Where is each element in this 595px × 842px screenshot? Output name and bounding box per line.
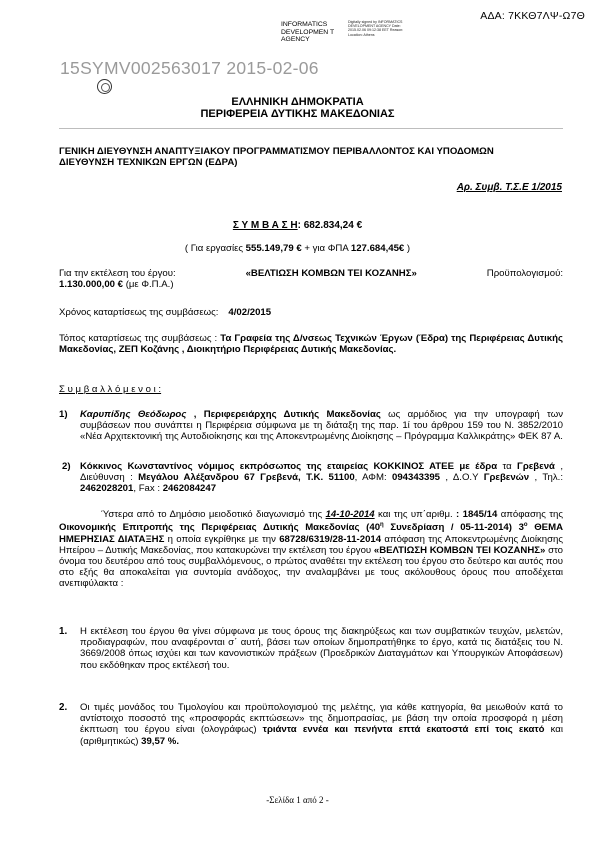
contract-title bbox=[0, 220, 595, 231]
intro-p4: η οποία εγκρίθηκε με την bbox=[164, 533, 280, 545]
breakdown-pre: ( Για εργασίες bbox=[184, 243, 246, 254]
discount-words: τριάντα εννέα και πενήντα επτά εκατοστά επί τοις εκατό bbox=[262, 724, 545, 736]
term-2-mid: και (αριθμητικώς) bbox=[80, 724, 563, 747]
party-2-doy: Γρεβενών bbox=[483, 472, 530, 484]
term-1: Η εκτέλεση του έργου θα γίνει σύμφωνα με τους όρους της διακηρύξεως και των συμβατικών τευχών, μελετών, προδιαγραφών, που αναφέρονται σ΄ αυτή, βάσει των οποίων δημοπρατήθηκε το έργο, κατά τις διατάξεις του Ν. 3669/2008 όπως ισχύει και των κανονιστικών πράξεων (Προεδρικών Διαταγμάτων και Υπουργικών Αποφάσεων) που εκδόθηκαν προς εκτέλεσή του. bbox=[80, 626, 563, 671]
signature-stamp-org: INFORMATICS DEVELOPMEN T AGENCY bbox=[281, 21, 335, 44]
signing-date-label: Χρόνος καταρτίσεως της συμβάσεως: bbox=[59, 307, 219, 318]
intro-p5: απόφαση της Αποκεντρωμένης Διοίκησης Ηπείρου – Δυτικής Μακεδονίας, που κατακυρώνει την εκτέλεση του έργου bbox=[59, 533, 563, 556]
term-2 bbox=[80, 702, 563, 747]
signing-date bbox=[59, 307, 563, 318]
hellenic-republic-heading: ΕΛΛΗΝΙΚΗ ΔΗΜΟΚΡΑΤΙΑ bbox=[231, 96, 364, 108]
committee-sup: η bbox=[380, 522, 384, 529]
contract-title-label: Σ Υ Μ Β Α Σ Η bbox=[232, 220, 298, 231]
vat-amount: 127.684,45€ bbox=[350, 243, 405, 254]
directorate-line-1: ΓΕΝΙΚΗ ΔΙΕΥΘΥΝΣΗ ΑΝΑΠΤΥΞΙΑΚΟΥ ΠΡΟΓΡΑΜΜΑΤΙΣΜΟΥ ΠΕΡΙΒΑΛΛΟΝΤΟΣ ΚΑΙ ΥΠΟΔΟΜΩΝ bbox=[59, 146, 494, 157]
discount-figure: 39,57 %. bbox=[141, 735, 179, 747]
budget-note: (με Φ.Π.Α.) bbox=[123, 279, 174, 291]
session: Συνεδρίαση / 05-11-2014) 3 bbox=[383, 522, 524, 534]
party-1-name: Καρυπίδης Θεόδωρος bbox=[80, 409, 187, 420]
party-2-fax-label: , Fax : bbox=[133, 483, 163, 495]
budget-amount: 1.130.000,00 € bbox=[59, 279, 124, 291]
project-name: «ΒΕΛΤΙΩΣΗ ΚΟΜΒΩΝ ΤΕΙ ΚΟΖΑΝΗΣ» bbox=[245, 268, 417, 279]
header-divider bbox=[59, 128, 563, 129]
session-sup: ο bbox=[523, 522, 528, 529]
hellenic-seal-icon bbox=[97, 79, 112, 94]
signing-place-value: Τα Γραφεία της Δ/νσεως Τεχνικών Έργων (Έδρα) της Περιφέρειας Δυτικής Μακεδονίας, ΖΕΠ Κοζάνης , Διοικητήριο Περιφέρειας Δυτικής Μακεδονίας. bbox=[59, 333, 563, 356]
party-2-address: Μεγάλου Αλέξανδρου 67 Γρεβενά, Τ.Κ. 51100 bbox=[138, 472, 355, 484]
directorate-line-2: ΔΙΕΥΘΥΝΣΗ ΤΕΧΝΙΚΩΝ ΕΡΓΩΝ (ΕΔΡΑ) bbox=[59, 157, 238, 169]
breakdown-mid: + για ΦΠΑ bbox=[301, 243, 351, 254]
party-2-afm: 094343395 bbox=[391, 472, 441, 484]
directorate bbox=[59, 146, 563, 168]
signature-stamp-info: Digitally signed by INFORMATICS DEVELOPMENT AGENCY Date: 2015.02.06 09:12:38 EET Reason: Location: Athens bbox=[348, 20, 404, 37]
tender-date: 14-10-2014 bbox=[325, 509, 375, 520]
party-1-number: 1) bbox=[59, 409, 68, 420]
party-2-addr-label: , Διεύθυνση : bbox=[80, 461, 563, 484]
term-2-number: 2. bbox=[59, 702, 68, 713]
signing-place bbox=[59, 333, 563, 355]
signing-place-label: Τόπος καταρτίσεως της συμβάσεως : bbox=[59, 333, 221, 344]
approval-number: 68728/6319/28-11-2014 bbox=[279, 533, 382, 545]
term-2-text: Οι τιμές μονάδος του Τιμολογίου και προϋπολογισμού της μελέτης, για κάθε κατηγορία, θα μειωθούν κατά το αντίστοιχο ποσοστό της «προσφοράς εκπτώσεων» της δημοπρασίας, με βάση την οποία προσφορά η μέση έκπτωση του έργου είναι (ολογράφως) bbox=[80, 702, 563, 736]
intro-project-name: «ΒΕΛΤΙΩΣΗ ΚΟΜΒΩΝ ΤΕΙ ΚΟΖΑΝΗΣ» bbox=[373, 544, 546, 556]
party-2-city: Γρεβενά bbox=[517, 461, 555, 472]
agenda-topic: ΘΕΜΑ ΗΜΕΡΗΣΙΑΣ ΔΙΑΤΑΞΗΣ bbox=[59, 522, 563, 545]
project-lead: Για την εκτέλεση του έργου: bbox=[59, 268, 176, 279]
ada-code: ΑΔΑ: 7ΚΚΘ7ΛΨ-Ω7Θ bbox=[480, 10, 585, 22]
party-2-ta: τα bbox=[497, 461, 518, 472]
contract-reference: Αρ. Συμβ. Τ.Σ.Ε 1/2015 bbox=[456, 182, 562, 193]
party-2-afm-label: , ΑΦΜ: bbox=[354, 472, 392, 484]
party-2 bbox=[80, 461, 563, 495]
region-heading: ΠΕΡΙΦΕΡΕΙΑ ΔΥΤΙΚΗΣ ΜΑΚΕΔΟΝΙΑΣ bbox=[200, 108, 395, 120]
party-2-number: 2) bbox=[62, 461, 71, 472]
project-block bbox=[59, 268, 563, 290]
party-2-tel-label: , Τηλ.: bbox=[529, 472, 563, 484]
intro-paragraph bbox=[59, 509, 563, 590]
party-2-lead: Κόκκινος Κωνσταντίνος νόμιμος εκπρόσωπος της εταιρείας ΚΟΚΚΙΝΟΣ ΑΤΕΕ με έδρα bbox=[80, 461, 498, 472]
party-1 bbox=[80, 409, 563, 443]
amount-breakdown bbox=[0, 243, 595, 254]
party-1-role: , Περιφερειάρχης Δυτικής Μακεδονίας bbox=[186, 409, 381, 420]
works-amount: 555.149,79 € bbox=[245, 243, 302, 254]
decision-number: : 1845/14 bbox=[456, 509, 498, 520]
breakdown-post: ) bbox=[404, 243, 411, 254]
party-2-tel: 2462028201 bbox=[80, 483, 134, 495]
party-1-text: ως αρμόδιος για την υπογραφή των συμβάσεων που συνάπτει η Περιφέρεια σύμφωνα με τη διάταξη της παρ. 1ί του άρθρου 159 του Ν. 3852/2010 «Νέα Αρχιτεκτονική της Αυτοδιοίκησης και της Αποκεντρωμένης Διοίκησης – Πρόγραμμα Καλλικράτης» ΦΕΚ 87 Α. bbox=[80, 409, 563, 443]
term-1-number: 1. bbox=[59, 626, 68, 637]
parties-heading: Σ υ μ β α λ λ ό μ ε ν ο ι : bbox=[59, 384, 162, 395]
intro-p1: Ύστερα από το Δημόσιο μειοδοτικό διαγωνισμό της bbox=[101, 509, 326, 520]
contract-amount: : 682.834,24 € bbox=[297, 220, 363, 231]
protocol-number: 15SYMV002563017 2015-02-06 bbox=[60, 58, 319, 78]
page-footer: -Σελίδα 1 από 2 - bbox=[266, 795, 329, 805]
party-2-doy-label: , Δ.Ο.Υ bbox=[440, 472, 484, 484]
budget-label: Προϋπολογισμού: bbox=[486, 268, 563, 279]
intro-p3: απόφασης της bbox=[497, 509, 563, 520]
intro-p2: και της υπ΄αριθμ. bbox=[374, 509, 457, 520]
committee: Οικονομικής Επιτροπής της Περιφέρειας Δυτικής Μακεδονίας (40 bbox=[59, 522, 381, 534]
party-2-fax: 2462084247 bbox=[162, 483, 217, 495]
intro-p6: στο όνομα του δευτέρου από τους συμβαλλόμενους, ο πρώτος αναθέτει την εκτέλεση του έργου στο δεύτερο και αυτός που στο εξής θα αποκαλείται για συντομία ανάδοχος, την αναλαμβάνει με τους ακόλουθους όρους που αποδέχεται ανεπιφύλακτα : bbox=[59, 544, 563, 590]
signing-date-value: 4/02/2015 bbox=[228, 307, 272, 318]
